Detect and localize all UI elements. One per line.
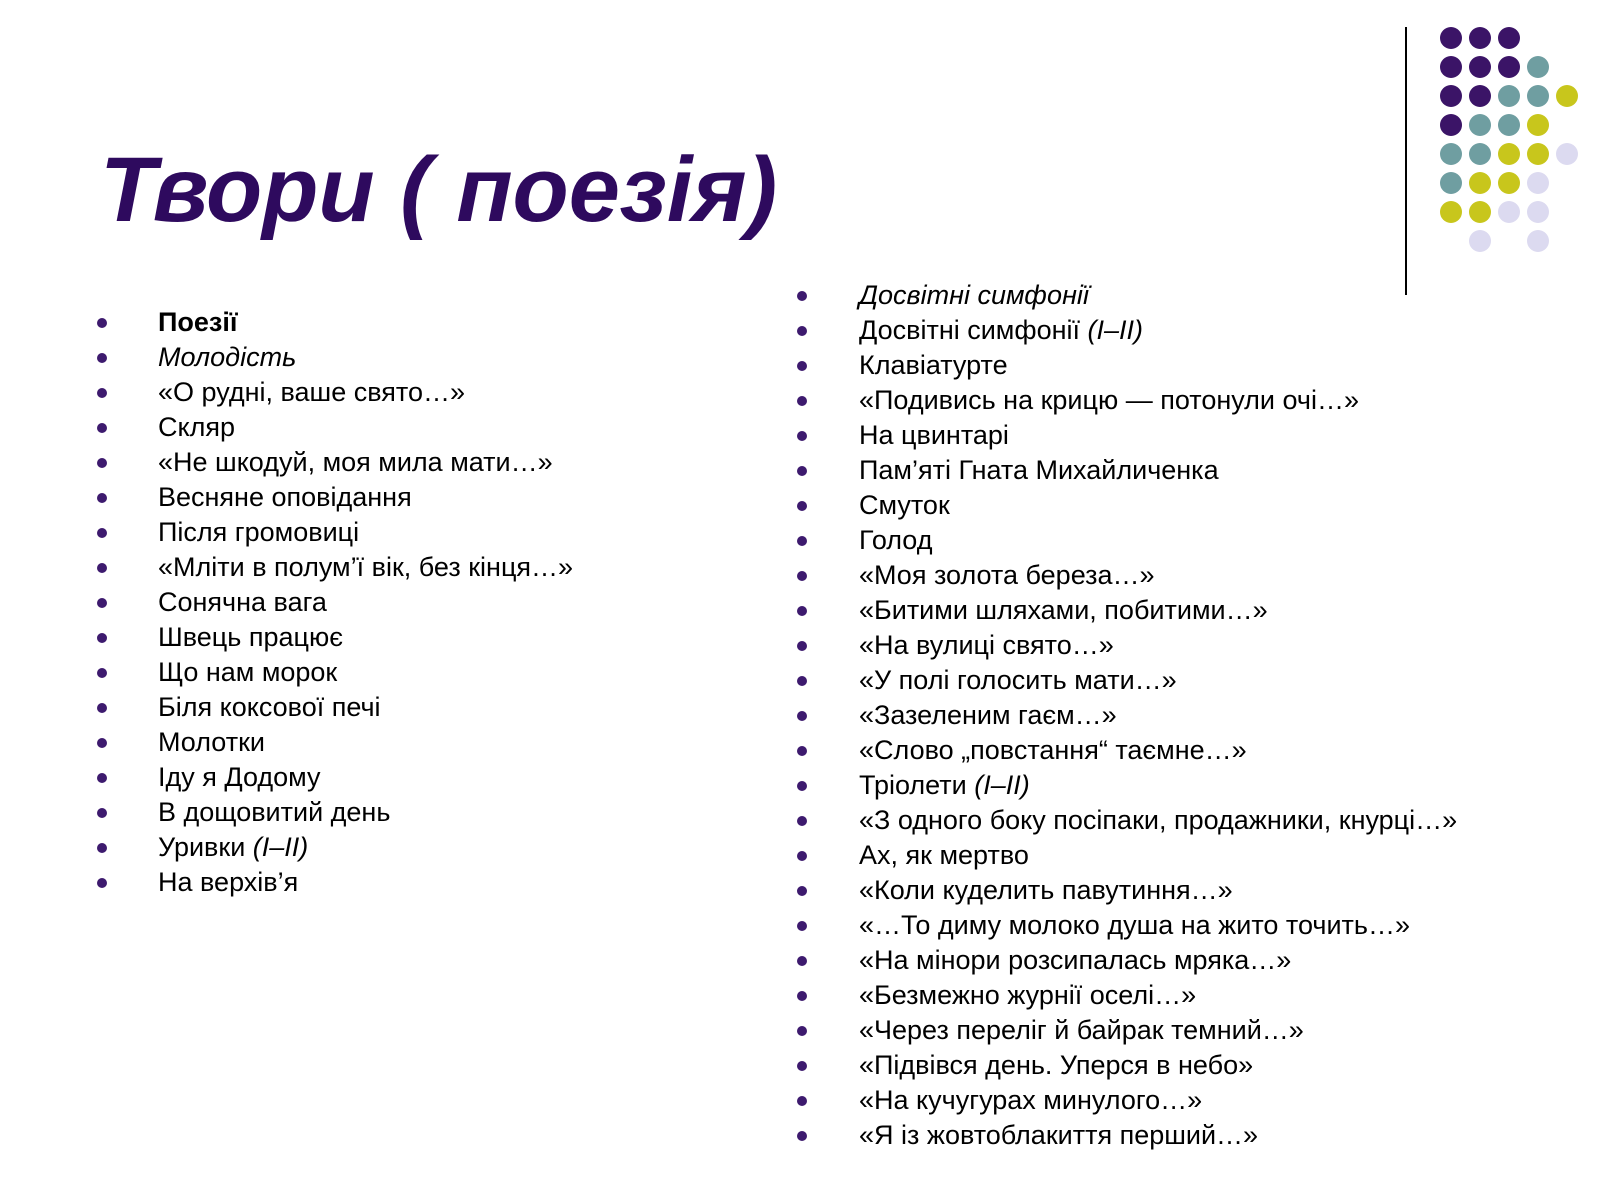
poem-title [859, 838, 1029, 873]
poem-title [158, 655, 337, 690]
poem-title-text: Сонячна вага [158, 587, 327, 617]
bullet-icon [97, 843, 107, 853]
bullet-icon [97, 598, 107, 608]
decorative-dot [1469, 114, 1491, 136]
poem-title [158, 410, 235, 445]
bullet-icon [97, 563, 107, 573]
decorative-dot [1498, 85, 1520, 107]
poem-title [859, 418, 1009, 453]
poem-title-text: Після громовиці [158, 517, 360, 547]
poem-title-text: «На кучугурах минулого…» [859, 1085, 1203, 1115]
poem-title-text: В дощовитий день [158, 797, 391, 827]
vertical-divider [1405, 27, 1407, 295]
decorative-dot [1469, 201, 1491, 223]
poem-title-text: Іду я Додому [158, 762, 321, 792]
poem-title [859, 733, 1247, 768]
poem-title-text: «Не шкодуй, моя мила мати…» [158, 447, 553, 477]
bullet-icon [797, 1026, 807, 1036]
poem-title [158, 620, 343, 655]
poem-part-range: (I–II) [974, 770, 1030, 800]
poem-title-text: Уривки [158, 832, 253, 862]
decorative-dot [1440, 27, 1462, 49]
poem-title-text: «Подивись на крицю — потонули очі…» [859, 385, 1360, 415]
poem-title-text: «Безмежно журнії оселі…» [859, 980, 1197, 1010]
decorative-dot [1527, 114, 1549, 136]
poem-title [859, 768, 1030, 803]
decorative-dot [1498, 56, 1520, 78]
poem-title-text: Досвітні симфонії [859, 315, 1088, 345]
poem-title [859, 663, 1177, 698]
bullet-icon [797, 816, 807, 826]
poem-part-range: (I–II) [1087, 315, 1144, 345]
bullet-icon [797, 956, 807, 966]
poem-title [859, 978, 1196, 1013]
poem-title-text: «О рудні, ваше свято…» [158, 377, 465, 407]
poem-title [158, 550, 573, 585]
bullet-icon [797, 746, 807, 756]
poem-title-text: «Моя золота береза…» [859, 560, 1155, 590]
poem-title-text: Поезії [158, 307, 238, 337]
decorative-dot [1469, 85, 1491, 107]
bullet-icon [797, 606, 807, 616]
bullet-icon [797, 921, 807, 931]
decorative-dot [1440, 201, 1462, 223]
poem-title-text: Біля коксової печі [158, 692, 381, 722]
poem-title [859, 558, 1155, 593]
poem-title [859, 698, 1117, 733]
bullet-icon [797, 641, 807, 651]
poem-title [158, 865, 298, 900]
poem-title [158, 760, 321, 795]
bullet-icon [797, 466, 807, 476]
poem-title-text: «Через переліг й байрак темний…» [859, 1015, 1304, 1045]
bullet-icon [797, 291, 807, 301]
poem-title [859, 1013, 1304, 1048]
poem-title-text: Клавіатурте [859, 350, 1008, 380]
bullet-icon [797, 571, 807, 581]
bullet-icon [97, 353, 107, 363]
bullet-icon [797, 1096, 807, 1106]
poem-title [158, 690, 381, 725]
poem-title [859, 873, 1233, 908]
poem-title [158, 480, 412, 515]
slide-title: Твори ( поезія) [100, 139, 778, 241]
bullet-icon [97, 738, 107, 748]
poem-title-text: Швець працює [158, 622, 343, 652]
bullet-icon [797, 431, 807, 441]
poem-title-text: «З одного боку посіпаки, продажники, кнурці…» [859, 805, 1458, 835]
bullet-icon [97, 878, 107, 888]
decorative-dot [1469, 56, 1491, 78]
poem-title [158, 375, 465, 410]
bullet-icon [97, 528, 107, 538]
bullet-icon [97, 808, 107, 818]
poem-title-text: Ах, як мертво [859, 840, 1029, 870]
decorative-dot [1440, 114, 1462, 136]
decorative-dot [1440, 172, 1462, 194]
poem-title-text: «Мліти в полум’ї вік, без кінця…» [158, 552, 574, 582]
poem-title-text: Що нам морок [158, 657, 338, 687]
bullet-icon [797, 501, 807, 511]
poem-title [859, 278, 1089, 313]
decorative-dot [1527, 56, 1549, 78]
bullet-icon [97, 493, 107, 503]
bullet-icon [97, 668, 107, 678]
decorative-dot [1498, 143, 1520, 165]
poem-title-text: Молодість [158, 342, 297, 372]
poem-title-text: «Підвівся день. Уперся в небо» [859, 1050, 1254, 1080]
poem-title [859, 803, 1457, 838]
poem-title-text: Голод [859, 525, 933, 555]
decorative-dot [1469, 143, 1491, 165]
poem-title [859, 348, 1008, 383]
poem-title-text: «У полі голосить мати…» [859, 665, 1177, 695]
poem-title [859, 1083, 1202, 1118]
poem-title-text: «Коли куделить павутиння…» [859, 875, 1233, 905]
decorative-dot [1556, 85, 1578, 107]
poem-title-text: Весняне оповідання [158, 482, 412, 512]
poem-title-text: На верхів’я [158, 867, 299, 897]
bullet-icon [797, 1131, 807, 1141]
bullet-icon [797, 991, 807, 1001]
poem-title-text: Смуток [859, 490, 950, 520]
poem-title [158, 585, 327, 620]
bullet-icon [97, 458, 107, 468]
poem-title-text: «Зазеленим гаєм…» [859, 700, 1117, 730]
poem-title [158, 725, 265, 760]
decorative-dot [1440, 143, 1462, 165]
bullet-icon [797, 361, 807, 371]
poem-title [158, 340, 296, 375]
poem-title [158, 305, 237, 340]
bullet-icon [797, 326, 807, 336]
poem-title [859, 593, 1268, 628]
poem-title-text: «Битими шляхами, побитими…» [859, 595, 1268, 625]
poem-title [859, 523, 932, 558]
poem-part-range: (I–II) [252, 832, 309, 862]
poem-title-text: Досвітні симфонії [859, 280, 1089, 310]
poem-title [859, 1048, 1253, 1083]
poem-title [859, 1118, 1258, 1153]
poem-title-text: «Я із жовтоблакиття перший…» [859, 1120, 1259, 1150]
decorative-dot [1440, 85, 1462, 107]
bullet-icon [797, 781, 807, 791]
poem-title [859, 313, 1143, 348]
bullet-icon [97, 633, 107, 643]
poem-title-text: Пам’яті Гната Михайличенка [859, 455, 1219, 485]
decorative-dot [1469, 172, 1491, 194]
poem-title [859, 488, 950, 523]
bullet-icon [797, 676, 807, 686]
bullet-icon [797, 851, 807, 861]
decorative-dot [1527, 172, 1549, 194]
bullet-icon [797, 396, 807, 406]
decorative-dot [1498, 114, 1520, 136]
bullet-icon [97, 703, 107, 713]
decorative-dot [1440, 56, 1462, 78]
bullet-icon [97, 388, 107, 398]
bullet-icon [797, 886, 807, 896]
poem-title [158, 515, 359, 550]
poem-title [158, 830, 308, 865]
decorative-dot [1498, 172, 1520, 194]
decorative-dot [1527, 230, 1549, 252]
poem-title-text: «На вулиці свято…» [859, 630, 1114, 660]
poem-title-text: «На мінори розсипалась мряка…» [859, 945, 1292, 975]
decorative-dot [1498, 201, 1520, 223]
decorative-dot [1498, 27, 1520, 49]
poem-title [859, 628, 1114, 663]
bullet-icon [797, 536, 807, 546]
poem-title [859, 453, 1219, 488]
poem-title-text: Молотки [158, 727, 265, 757]
decorative-dot [1527, 143, 1549, 165]
decorative-dot [1469, 27, 1491, 49]
poem-title-text: «Слово „повстання“ таємне…» [859, 735, 1247, 765]
poem-title [158, 795, 390, 830]
poem-title-text: На цвинтарі [859, 420, 1009, 450]
decorative-dot [1527, 85, 1549, 107]
poem-title [859, 943, 1291, 978]
poem-title-text: Тріолети [859, 770, 975, 800]
poem-title [859, 908, 1410, 943]
bullet-icon [97, 318, 107, 328]
bullet-icon [797, 1061, 807, 1071]
poem-title-text: Скляр [158, 412, 236, 442]
bullet-icon [797, 711, 807, 721]
decorative-dot [1469, 230, 1491, 252]
poem-title [158, 445, 553, 480]
bullet-icon [97, 423, 107, 433]
decorative-dot [1527, 201, 1549, 223]
poem-title [859, 383, 1359, 418]
bullet-icon [97, 773, 107, 783]
poem-title-text: «…То диму молоко душа на жито точить…» [859, 910, 1410, 940]
decorative-dot [1556, 143, 1578, 165]
